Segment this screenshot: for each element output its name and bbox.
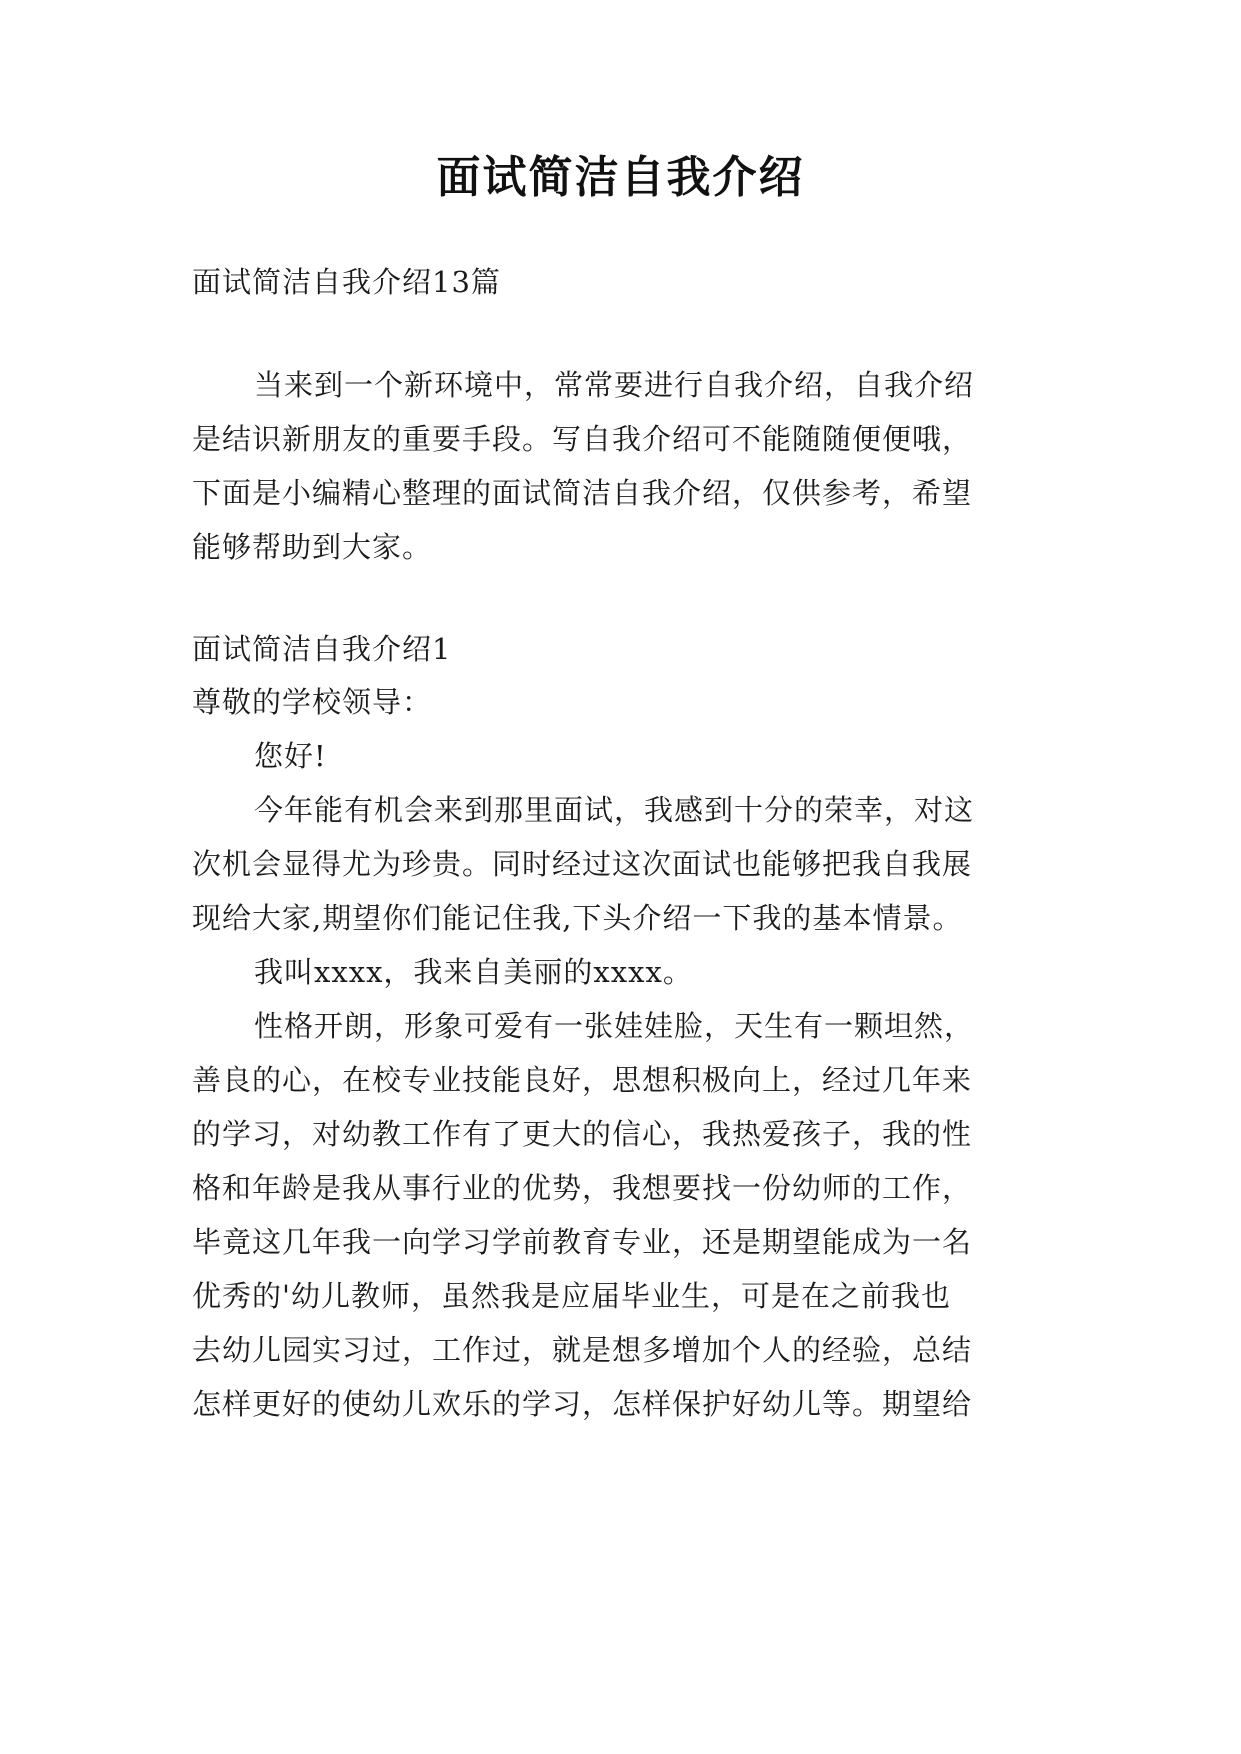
- para1-line-2: 次机会显得尤为珍贵。同时经过这次面试也能够把我自我展: [192, 847, 973, 881]
- para3-line-2: 善良的心，在校专业技能良好，思想积极向上，经过几年来: [192, 1063, 973, 1097]
- para3-line-7: 去幼儿园实习过，工作过，就是想多增加个人的经验，总结: [192, 1333, 973, 1367]
- document-subtitle: 面试简洁自我介绍13篇: [192, 265, 501, 299]
- para3-line-5: 毕竟这几年我一向学习学前教育专业，还是期望能成为一名: [192, 1225, 973, 1259]
- greeting: 您好!: [254, 739, 327, 773]
- para3-line-3: 的学习，对幼教工作有了更大的信心，我热爱孩子，我的性: [192, 1117, 973, 1151]
- intro-line-3: 下面是小编精心整理的面试简洁自我介绍，仅供参考，希望: [192, 476, 973, 510]
- para3-line-6: 优秀的'幼儿教师，虽然我是应届毕业生，可是在之前我也: [192, 1279, 951, 1313]
- para1-line-1: 今年能有机会来到那里面试，我感到十分的荣幸，对这: [254, 793, 975, 827]
- para2-line: 我叫xxxx，我来自美丽的xxxx。: [254, 955, 693, 989]
- intro-line-1: 当来到一个新环境中，常常要进行自我介绍，自我介绍: [254, 368, 975, 402]
- para3-line-4: 格和年龄是我从事行业的优势，我想要找一份幼师的工作，: [192, 1171, 973, 1205]
- section-heading: 面试简洁自我介绍1: [192, 632, 452, 666]
- intro-line-4: 能够帮助到大家。: [192, 530, 433, 564]
- salutation: 尊敬的学校领导：: [192, 685, 433, 719]
- intro-line-2: 是结识新朋友的重要手段。写自我介绍可不能随随便便哦，: [192, 422, 973, 456]
- para3-line-1: 性格开朗，形象可爱有一张娃娃脸，天生有一颗坦然，: [254, 1009, 975, 1043]
- document-title: 面试简洁自我介绍: [436, 152, 805, 203]
- para1-line-3: 现给大家,期望你们能记住我,下头介绍一下我的基本情景。: [192, 901, 963, 935]
- para3-line-8: 怎样更好的使幼儿欢乐的学习，怎样保护好幼儿等。期望给: [192, 1387, 973, 1421]
